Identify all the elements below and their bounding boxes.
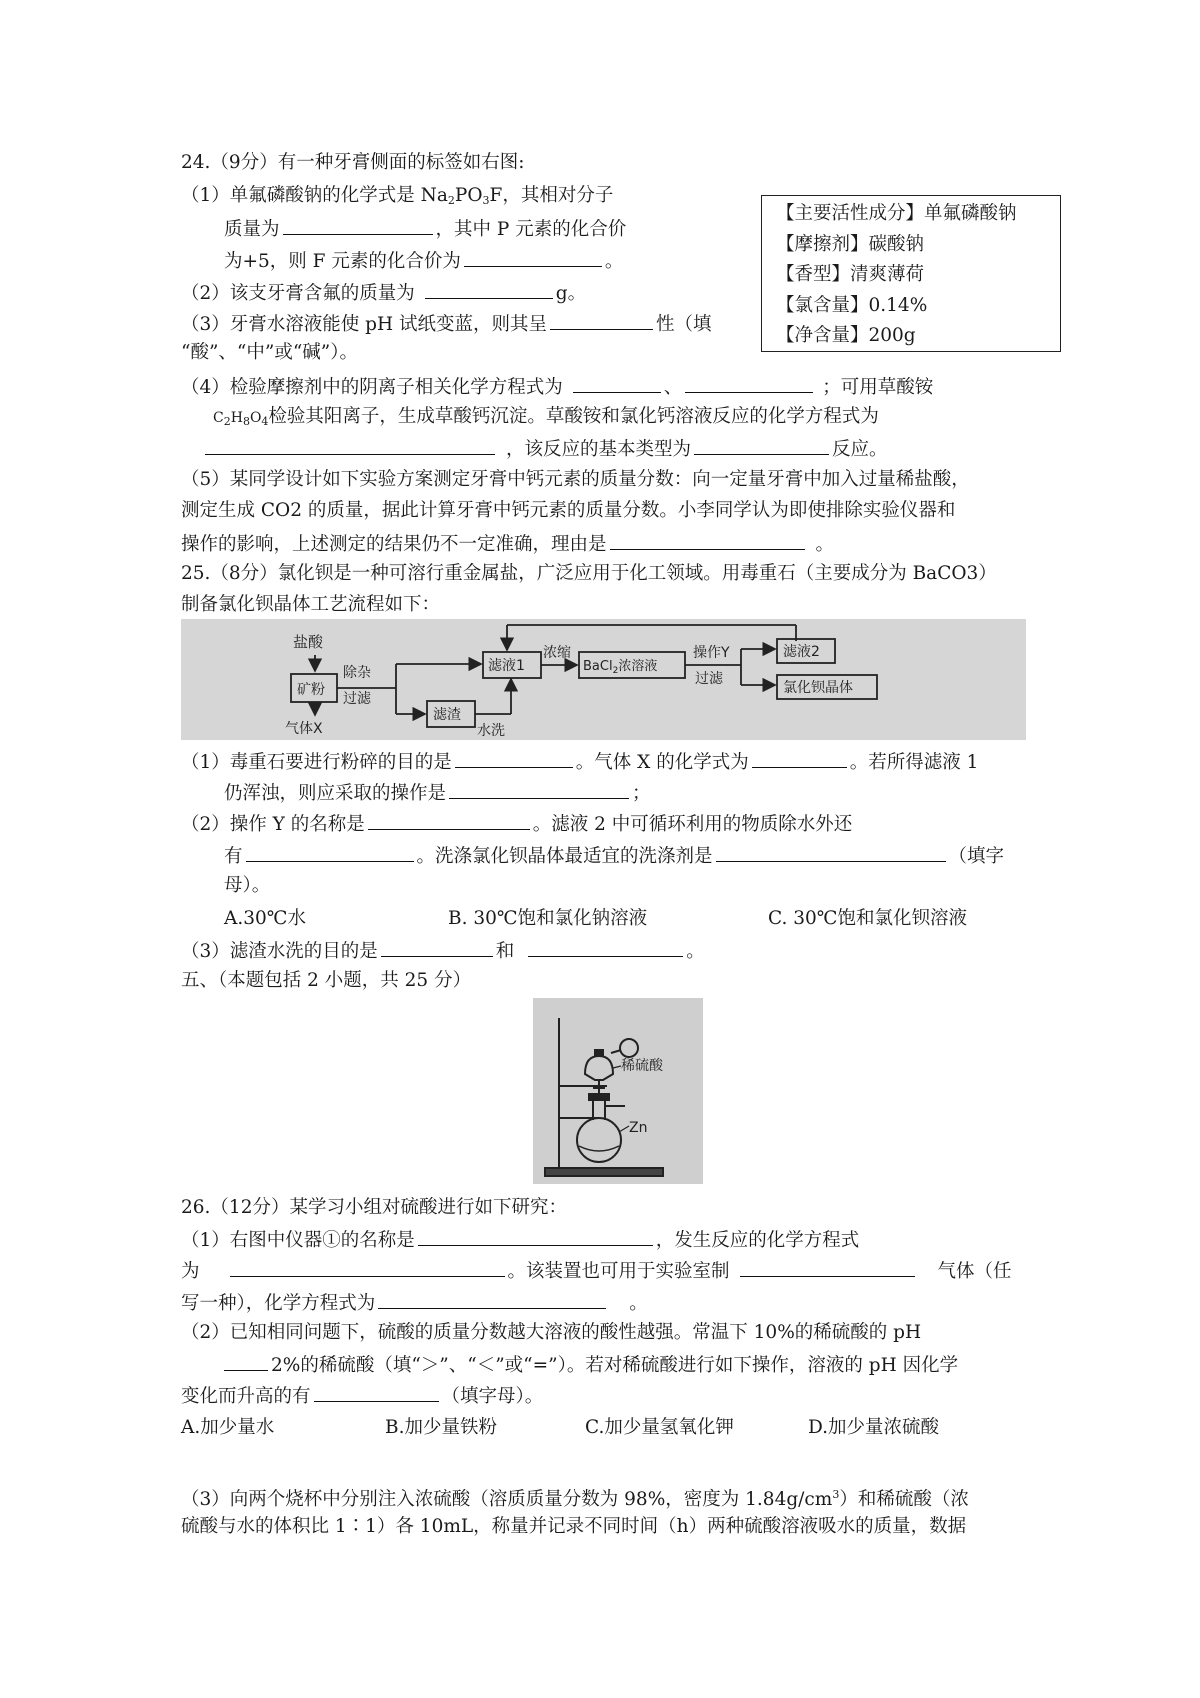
acid-label: 稀硫酸	[621, 1058, 663, 1074]
answer-blank[interactable]	[425, 279, 553, 299]
q24-part1-line2: 质量为 ，其中 P 元素的化合价	[224, 215, 626, 243]
q24-part3-line2: “酸”、“中”或“碱”）。	[181, 342, 358, 363]
q24-part4-line1: （4）检验摩擦剂中的阴离子相关化学方程式为 、 ；可用草酸铵	[181, 373, 933, 401]
q26-part3-line1: （3）向两个烧杯中分别注入浓硫酸（溶质质量分数为 98%，密度为 $1.84g/cm^3$）和稀硫酸（浓	[181, 1488, 969, 1510]
q26-part2-line3: 变化而升高的有 （填字母）。	[181, 1382, 543, 1410]
answer-blank[interactable]	[694, 435, 829, 455]
label-row: 【氯含量】0.14%	[776, 294, 928, 316]
process-flowchart	[181, 619, 1026, 740]
label-row: 【摩擦剂】碳酸钠	[776, 233, 925, 255]
flow-hcl-label: 盐酸	[293, 633, 324, 651]
toothpaste-label-box	[761, 195, 1061, 352]
q26-part1-line2: 为 。该装置也可用于实验室制 气体（任	[181, 1257, 1012, 1285]
q24-part5-line2: 测定生成 CO2 的质量，据此计算牙膏中钙元素的质量分数。小李同学认为即使排除实验仪器和	[181, 500, 956, 521]
answer-blank[interactable]	[205, 435, 495, 455]
answer-blank[interactable]	[314, 1382, 439, 1402]
flow-residue-label: 滤渣	[433, 707, 461, 723]
answer-blank[interactable]	[378, 1289, 606, 1309]
q24-part3-line1: （3）牙膏水溶液能使 pH 试纸变蓝，则其呈 性（填	[181, 310, 712, 338]
q24-title: 24.（9分）有一种牙膏侧面的标签如右图:	[181, 152, 525, 173]
flow-leach-label: 除杂	[343, 665, 371, 681]
answer-blank[interactable]	[752, 748, 847, 768]
q25-part2-line3: 母）。	[224, 875, 271, 896]
section5-title: 五、（本题包括 2 小题，共 25 分）	[181, 970, 472, 991]
q25-part3: （3）滤渣水洗的目的是 和 。	[181, 937, 705, 965]
q25-option-a[interactable]: A.30℃水	[224, 908, 306, 929]
q26-part1-line3: 写一种），化学方程式为 。	[181, 1289, 648, 1317]
q26-part2-line2: 2%的稀硫酸（填“＞”、“＜”或“=”）。若对稀硫酸进行如下操作，溶液的 pH 因化学	[224, 1351, 958, 1379]
flow-concentrate-label: 浓缩	[543, 645, 571, 661]
answer-blank[interactable]	[224, 1351, 268, 1371]
q25-part1-line1: （1）毒重石要进行粉碎的目的是 。气体 X 的化学式为 。若所得滤液 1	[181, 748, 978, 776]
q26-part1-line1: （1）右图中仪器①的名称是 ，发生反应的化学方程式	[181, 1226, 859, 1254]
q24-part5-line1: （5）某同学设计如下实验方案测定牙膏中钙元素的质量分数：向一定量牙膏中加入过量稀盐酸，	[181, 469, 970, 490]
answer-blank[interactable]	[550, 310, 653, 330]
answer-blank[interactable]	[449, 779, 629, 799]
apparatus-diagram	[533, 998, 703, 1184]
answer-blank[interactable]	[610, 530, 805, 550]
q24-part1-line3: 为+5，则 F 元素的化合价为 。	[224, 247, 623, 275]
answer-blank[interactable]	[418, 1226, 653, 1246]
q25-part2-line2: 有 。洗涤氯化钡晶体最适宜的洗涤剂是 （填字	[224, 842, 1004, 870]
answer-blank[interactable]	[368, 810, 530, 830]
answer-blank[interactable]	[464, 247, 602, 267]
q25-part2-line1: （2）操作 Y 的名称是 。滤液 2 中可循环利用的物质除水外还	[181, 810, 852, 838]
label-row: 【净含量】200g	[776, 325, 916, 346]
q25-option-c[interactable]: C. 30℃饱和氯化钡溶液	[768, 908, 967, 929]
label-row: 【香型】清爽薄荷	[776, 264, 925, 285]
q24-part2: （2）该支牙膏含氟的质量为 g。	[181, 279, 586, 307]
answer-blank[interactable]	[230, 1257, 505, 1277]
q24-part4-line2: $C_2H_8O_4$检验其阳离子，生成草酸钙沉淀。草酸铵和氯化钙溶液反应的化学方程式为	[213, 406, 879, 428]
answer-blank[interactable]	[381, 937, 493, 957]
q26-option-c[interactable]: C.加少量氢氧化钾	[585, 1417, 734, 1438]
flow-filtrate2-label: 滤液2	[783, 644, 820, 660]
q25-title-line2: 制备氯化钡晶体工艺流程如下：	[181, 594, 441, 615]
q26-part2-line1: （2）已知相同问题下，硫酸的质量分数越大溶液的酸性越强。常温下 10%的稀硫酸的 pH	[181, 1322, 922, 1343]
label-row: 【主要活性成分】单氟磷酸钠	[776, 203, 1017, 224]
flow-wash-label: 水洗	[477, 723, 505, 739]
answer-blank[interactable]	[685, 373, 813, 393]
q26-option-d[interactable]: D.加少量浓硫酸	[808, 1417, 940, 1438]
q26-title: 26.（12分）某学习小组对硫酸进行如下研究：	[181, 1197, 567, 1218]
q26-part3-line2: 硫酸与水的体积比 1∶1）各 10mL，称量并记录不同时间（h）两种硫酸溶液吸水的质量，数据	[181, 1516, 967, 1537]
q24-part1-line1: （1）单氟磷酸钠的化学式是 $Na_2PO_3F$，其相对分子	[181, 185, 614, 207]
q26-option-b[interactable]: B.加少量铁粉	[385, 1417, 497, 1438]
answer-blank[interactable]	[283, 215, 433, 235]
flow-filter-label: 过滤	[343, 691, 371, 707]
q25-title-line1: 25.（8分）氯化钡是一种可溶行重金属盐，广泛应用于化工领域。用毒重石（主要成分为 BaCO3）	[181, 563, 997, 584]
flow-filtrate1-label: 滤液1	[488, 658, 525, 674]
q25-option-b[interactable]: B. 30℃饱和氯化钠溶液	[448, 908, 648, 929]
q24-part4-line3: ，该反应的基本类型为 反应。	[205, 435, 888, 463]
flow-op-y-label: 操作Y	[693, 645, 730, 661]
answer-blank[interactable]	[246, 842, 414, 862]
flow-ore-label: 矿粉	[297, 682, 325, 698]
flow-crystal-label: 氯化钡晶体	[783, 680, 853, 696]
zn-label: Zn	[629, 1120, 648, 1136]
answer-blank[interactable]	[528, 937, 683, 957]
flow-gas-label: 气体X	[285, 721, 323, 737]
q25-part1-line2: 仍浑浊，则应采取的操作是 ；	[224, 779, 651, 807]
answer-blank[interactable]	[740, 1257, 915, 1277]
q24-part5-line3: 操作的影响，上述测定的结果仍不一定准确，理由是 。	[181, 530, 834, 558]
flow-bacl2-label: BaCl$_2$浓溶液	[583, 659, 658, 676]
q26-option-a[interactable]: A.加少量水	[181, 1417, 275, 1438]
answer-blank[interactable]	[716, 842, 946, 862]
answer-blank[interactable]	[455, 748, 573, 768]
flow-filter2-label: 过滤	[695, 671, 723, 687]
answer-blank[interactable]	[573, 373, 661, 393]
